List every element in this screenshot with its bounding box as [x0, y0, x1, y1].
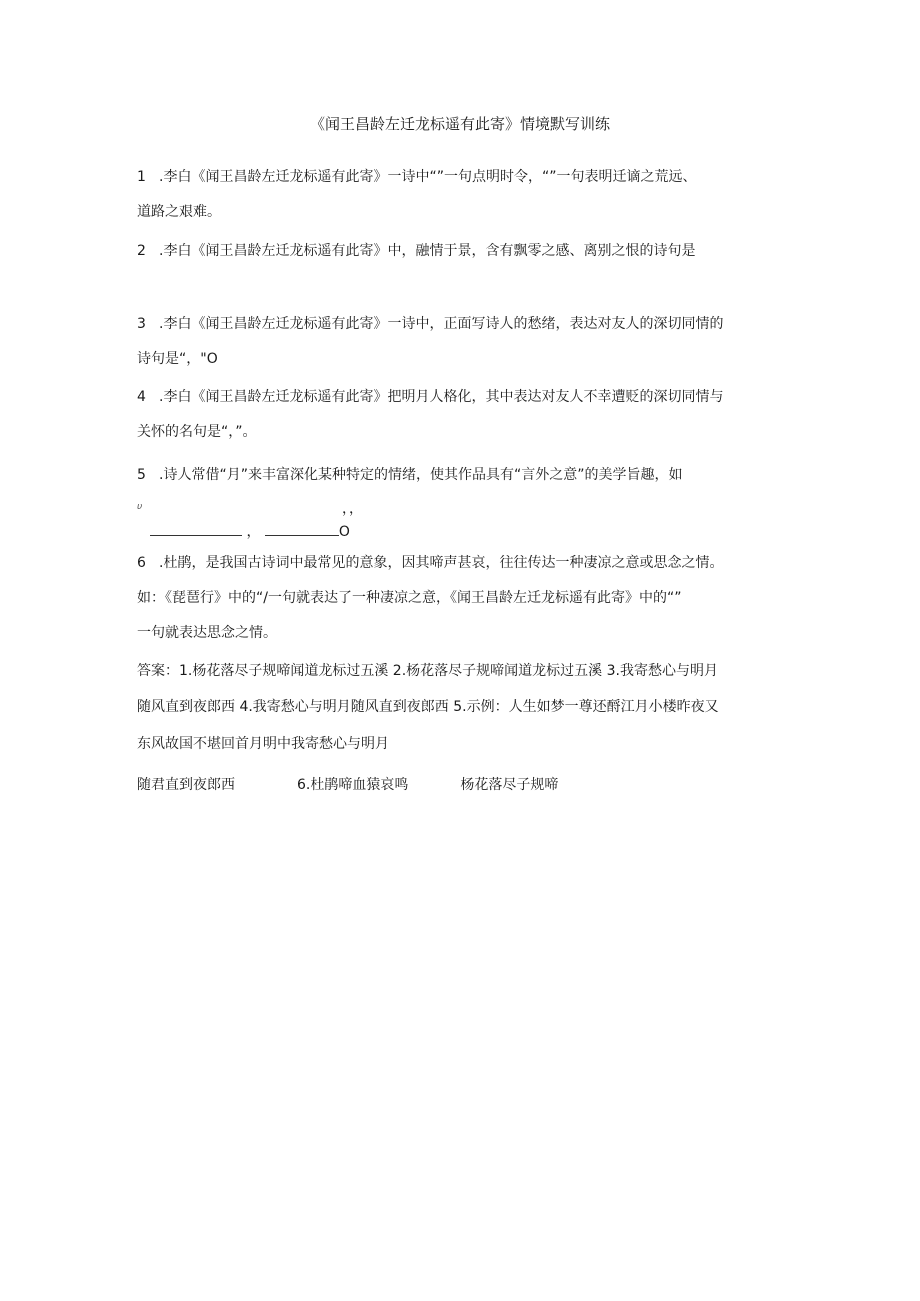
question-6-line-1 [137, 552, 797, 574]
answer-blank [265, 519, 339, 536]
question-4-line-2: 关怀的名句是“，”。 [137, 424, 257, 440]
question-1-text: .李白《闻王昌龄左迁龙标遥有此寄》一诗中“”一句点明时令，“”一句表明迁谪之荒远、 [159, 169, 697, 185]
question-5-line-1 [137, 464, 797, 486]
question-5-text: .诗人常借“月”来丰富深化某种特定的情绪，使其作品具有“言外之意”的美学旨趣，如 [159, 467, 683, 483]
question-5-mark: υ [137, 502, 143, 512]
answers-line-4 [137, 774, 797, 796]
question-3-line-1 [137, 313, 797, 335]
blank-end-mark: O [338, 524, 350, 540]
question-2-line-1 [137, 240, 797, 262]
answer-5-part: 随君直到夜郎西 [137, 777, 235, 793]
question-6-line-2: 如：《琵琶行》中的“/一句就表达了一种凄凉之意，《闻王昌龄左迁龙标遥有此寄》中的“” [137, 590, 682, 606]
question-3-line-2: 诗句是“，"O [137, 351, 218, 367]
question-5-blanks [150, 519, 350, 543]
answers-line-3: 东风故国不堪回首月明中我寄愁心与明月 [137, 736, 389, 752]
answers-line-2: 随风直到夜郎西 4.我寄愁心与明月随风直到夜郎西 5.示例：人生如梦一尊还酹江月小楼昨夜又 [137, 699, 719, 715]
question-4-line-1 [137, 386, 797, 408]
document-title: 《闻王昌龄左迁龙标遥有此寄》情境默写训练 [309, 115, 610, 133]
question-3-number: 3 [137, 316, 146, 332]
question-5-number: 5 [137, 467, 146, 483]
answer-6-part-2: 杨花落尽子规啼 [460, 777, 559, 793]
question-2-number: 2 [137, 243, 146, 259]
question-4-number: 4 [137, 389, 146, 405]
question-6-number: 6 [137, 555, 146, 571]
question-1-number: 1 [137, 169, 146, 185]
blank-separator: ， [246, 524, 261, 540]
question-5-commas: ，， [342, 501, 363, 517]
answer-blank [150, 519, 242, 536]
question-6-text: .杜鹃，是我国古诗词中最常见的意象，因其啼声甚哀，往往传达一种凄凉之意或思念之情。 [159, 555, 724, 571]
answer-6-part-1: 6.杜鹃啼血猿哀鸣 [297, 777, 409, 793]
question-6-line-3: 一句就表达思念之情。 [137, 625, 277, 641]
question-3-text: .李白《闻王昌龄左迁龙标遥有此寄》一诗中，正面写诗人的愁绪，表达对友人的深切同情的 [159, 316, 724, 332]
question-1-line-1 [137, 166, 797, 188]
answers-line-1: 答案：1.杨花落尽子规啼闻道龙标过五溪 2.杨花落尽子规啼闻道龙标过五溪 3.我寄愁心与明月 [137, 663, 718, 679]
question-4-text: .李白《闻王昌龄左迁龙标遥有此寄》把明月人格化，其中表达对友人不幸遭贬的深切同情与 [159, 389, 724, 405]
question-1-line-2: 道路之艰难。 [137, 204, 221, 220]
question-2-text: .李白《闻王昌龄左迁龙标遥有此寄》中，融情于景，含有飘零之感、离别之恨的诗句是 [159, 243, 696, 259]
